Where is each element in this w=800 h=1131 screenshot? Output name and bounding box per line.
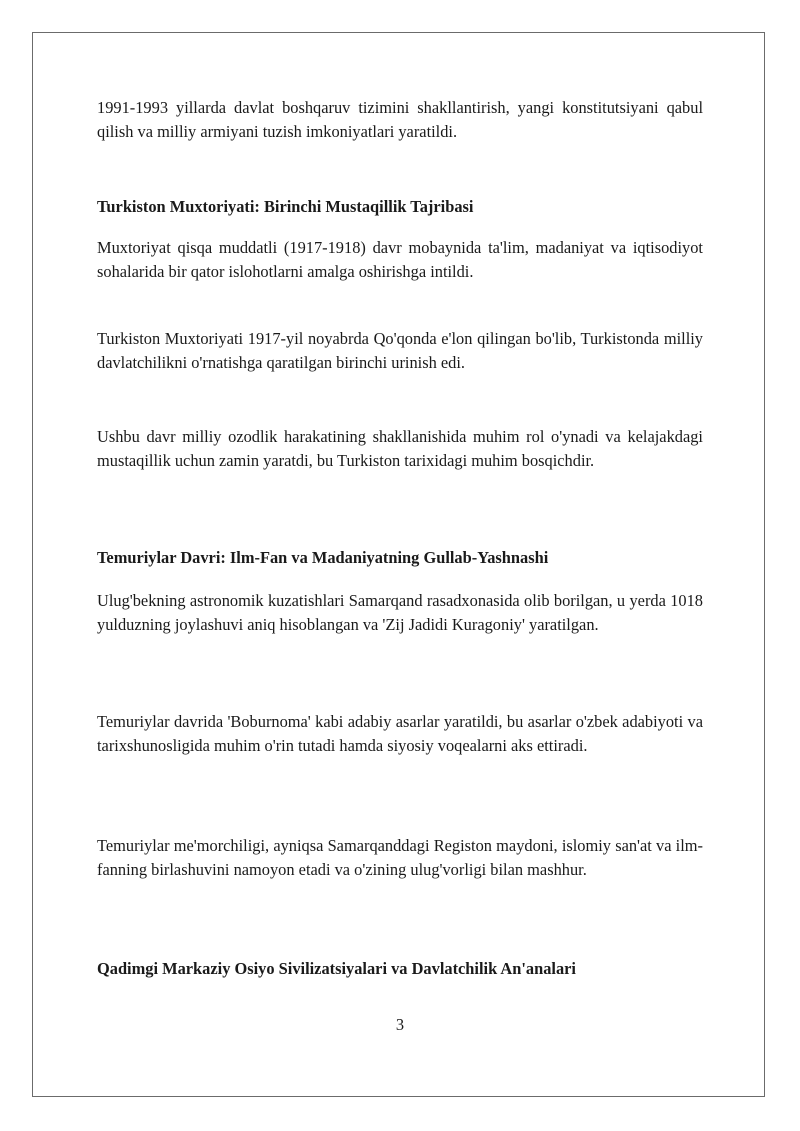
heading-temuriylar-davri: Temuriylar Davri: Ilm-Fan va Madaniyatning Gullab-Yashnashi	[97, 548, 549, 567]
paragraph-boburnoma: Temuriylar davrida 'Boburnoma' kabi adabiy asarlar yaratildi, bu asarlar o'zbek adabiyoti va tarixshunosligida muhim o'rin tutadi hamda siyosiy voqealarni aks ettiradi.	[97, 712, 703, 755]
paragraph-ulugbek-astronomy: Ulug'bekning astronomik kuzatishlari Samarqand rasadxonasida olib borilgan, u yerda 1018 yulduzning joylashuvi aniq hisoblangan va 'Zij Jadidi Kuragoniy' yaratilgan.	[97, 591, 703, 634]
heading-qadimgi-sivilizatsiyalar: Qadimgi Markaziy Osiyo Sivilizatsiyalari va Davlatchilik An'analari	[97, 959, 576, 978]
paragraph-temurid-architecture: Temuriylar me'morchiligi, ayniqsa Samarqanddagi Registon maydoni, islomiy san'at va ilm-fanning birlashuvini namoyon etadi va o'zining ulug'vorligi bilan mashhur.	[97, 836, 703, 879]
paragraph-liberation-movement: Ushbu davr milliy ozodlik harakatining shakllanishida muhim rol o'ynadi va kelajakdagi mustaqillik uchun zamin yaratdi, bu Turkiston tarixidagi muhim bosqichdir.	[97, 427, 703, 470]
paragraph-muxtoriyat-declaration: Turkiston Muxtoriyati 1917-yil noyabrda Qo'qonda e'lon qilingan bo'lib, Turkistonda milliy davlatchilikni o'rnatishga qaratilgan birinchi urinish edi.	[97, 329, 703, 372]
page-number: 3	[395, 1015, 405, 1034]
paragraph-muxtoriyat-reforms: Muxtoriyat qisqa muddatli (1917-1918) davr mobaynida ta'lim, madaniyat va iqtisodiyot sohalarida bir qator islohotlarni amalga oshirishga intildi.	[97, 238, 703, 281]
paragraph-state-building: 1991-1993 yillarda davlat boshqaruv tizimini shakllantirish, yangi konstitutsiyani qabul qilish va milliy armiyani tuzish imkoniyatlari yaratildi.	[97, 98, 703, 141]
heading-turkiston-muxtoriyati: Turkiston Muxtoriyati: Birinchi Mustaqillik Tajribasi	[97, 197, 474, 216]
